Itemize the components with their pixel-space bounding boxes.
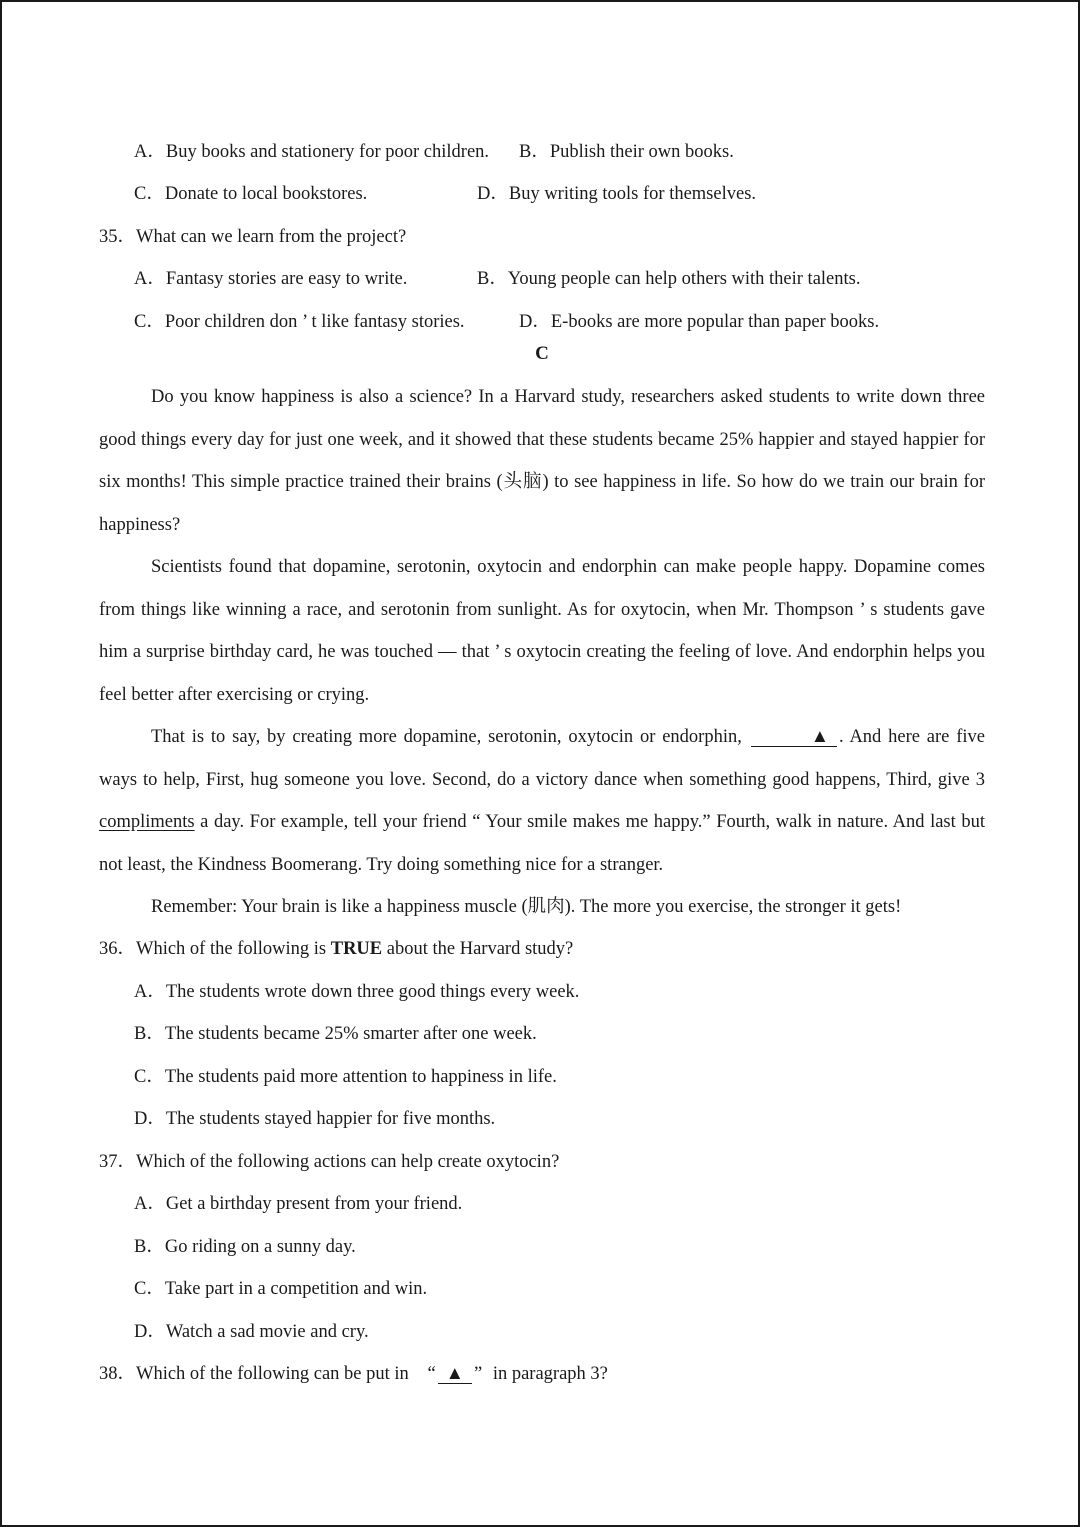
q38-blank: ▲ xyxy=(438,1365,472,1384)
q38-open-quote: “ xyxy=(427,1364,436,1384)
q35-option-c[interactable]: C．Poor children don ’ t like fantasy stories. xyxy=(134,312,465,332)
q34-option-d[interactable]: D．Buy writing tools for themselves. xyxy=(477,184,757,204)
passage-paragraph-4: Remember: Your brain is like a happiness muscle (肌肉). The more you exercise, the stronger it gets! xyxy=(151,897,902,917)
q38-stem-start: 38．Which of the following can be put in xyxy=(99,1364,409,1384)
q38-stem xyxy=(99,1363,608,1385)
q34-option-c[interactable]: C．Donate to local bookstores. xyxy=(134,184,368,204)
q36-option-d[interactable]: D．The students stayed happier for five months. xyxy=(134,1109,496,1129)
answer-blank[interactable]: ▲ xyxy=(751,728,837,747)
q34-option-a[interactable]: A．Buy books and stationery for poor children. xyxy=(134,142,490,162)
q34-option-b[interactable]: B．Publish their own books. xyxy=(519,142,734,162)
paragraph-3-text-mid: . And here are five ways to help, First, hug someone you love. Second, do a victory dance when something good happens, Third, give 3 xyxy=(99,727,985,790)
q35-option-a[interactable]: A．Fantasy stories are easy to write. xyxy=(134,269,408,289)
paragraph-3-text-start: That is to say, by creating more dopamine, serotonin, oxytocin or endorphin, xyxy=(151,727,742,747)
q35-stem: 35．What can we learn from the project? xyxy=(99,227,407,247)
q37-option-c[interactable]: C．Take part in a competition and win. xyxy=(134,1279,428,1299)
q36-option-a[interactable]: A．The students wrote down three good things every week. xyxy=(134,982,580,1002)
q36-stem-emphasis: TRUE xyxy=(330,939,383,959)
section-heading: C xyxy=(535,343,549,364)
paragraph-3-text-end: a day. For example, tell your friend “ Your smile makes me happy.” Fourth, walk in nature. And last but not least, the Kindness Boomerang. Try doing something nice for a stranger. xyxy=(99,812,985,875)
q37-option-a[interactable]: A．Get a birthday present from your friend. xyxy=(134,1194,463,1214)
passage-paragraph-1: Do you know happiness is also a science? In a Harvard study, researchers asked students to write down three good things every day for just one week, and it showed that these students became 25% happier and stayed happier for six months! This simple practice trained their brains (头脑) to see happiness in life. So how do we train our brain for happiness? xyxy=(99,387,985,535)
q36-stem-start: 36．Which of the following is xyxy=(99,939,327,959)
q37-option-d[interactable]: D．Watch a sad movie and cry. xyxy=(134,1322,369,1342)
q35-option-b[interactable]: B．Young people can help others with their talents. xyxy=(477,269,861,289)
q36-stem xyxy=(99,938,573,960)
underlined-word: compliments xyxy=(99,812,195,832)
passage-paragraph-3 xyxy=(99,716,985,886)
q36-option-b[interactable]: B．The students became 25% smarter after one week. xyxy=(134,1024,537,1044)
q36-stem-end: about the Harvard study? xyxy=(386,939,574,959)
q38-close-quote: ” xyxy=(473,1364,483,1384)
q37-option-b[interactable]: B．Go riding on a sunny day. xyxy=(134,1237,356,1257)
q35-option-d[interactable]: D．E-books are more popular than paper books. xyxy=(519,312,880,332)
q36-option-c[interactable]: C．The students paid more attention to happiness in life. xyxy=(134,1067,557,1087)
q38-stem-end: in paragraph 3? xyxy=(492,1364,608,1384)
passage-paragraph-2: Scientists found that dopamine, serotonin, oxytocin and endorphin can make people happy. Dopamine comes from things like winning a race, and serotonin from sunlight. As for oxytocin, when Mr. Thompson ’ s students gave him a surprise birthday card, he was touched — that ’ s oxytocin creating the feeling of love. And endorphin helps you feel better after exercising or crying. xyxy=(99,557,985,705)
q37-stem: 37．Which of the following actions can help create oxytocin? xyxy=(99,1152,560,1172)
